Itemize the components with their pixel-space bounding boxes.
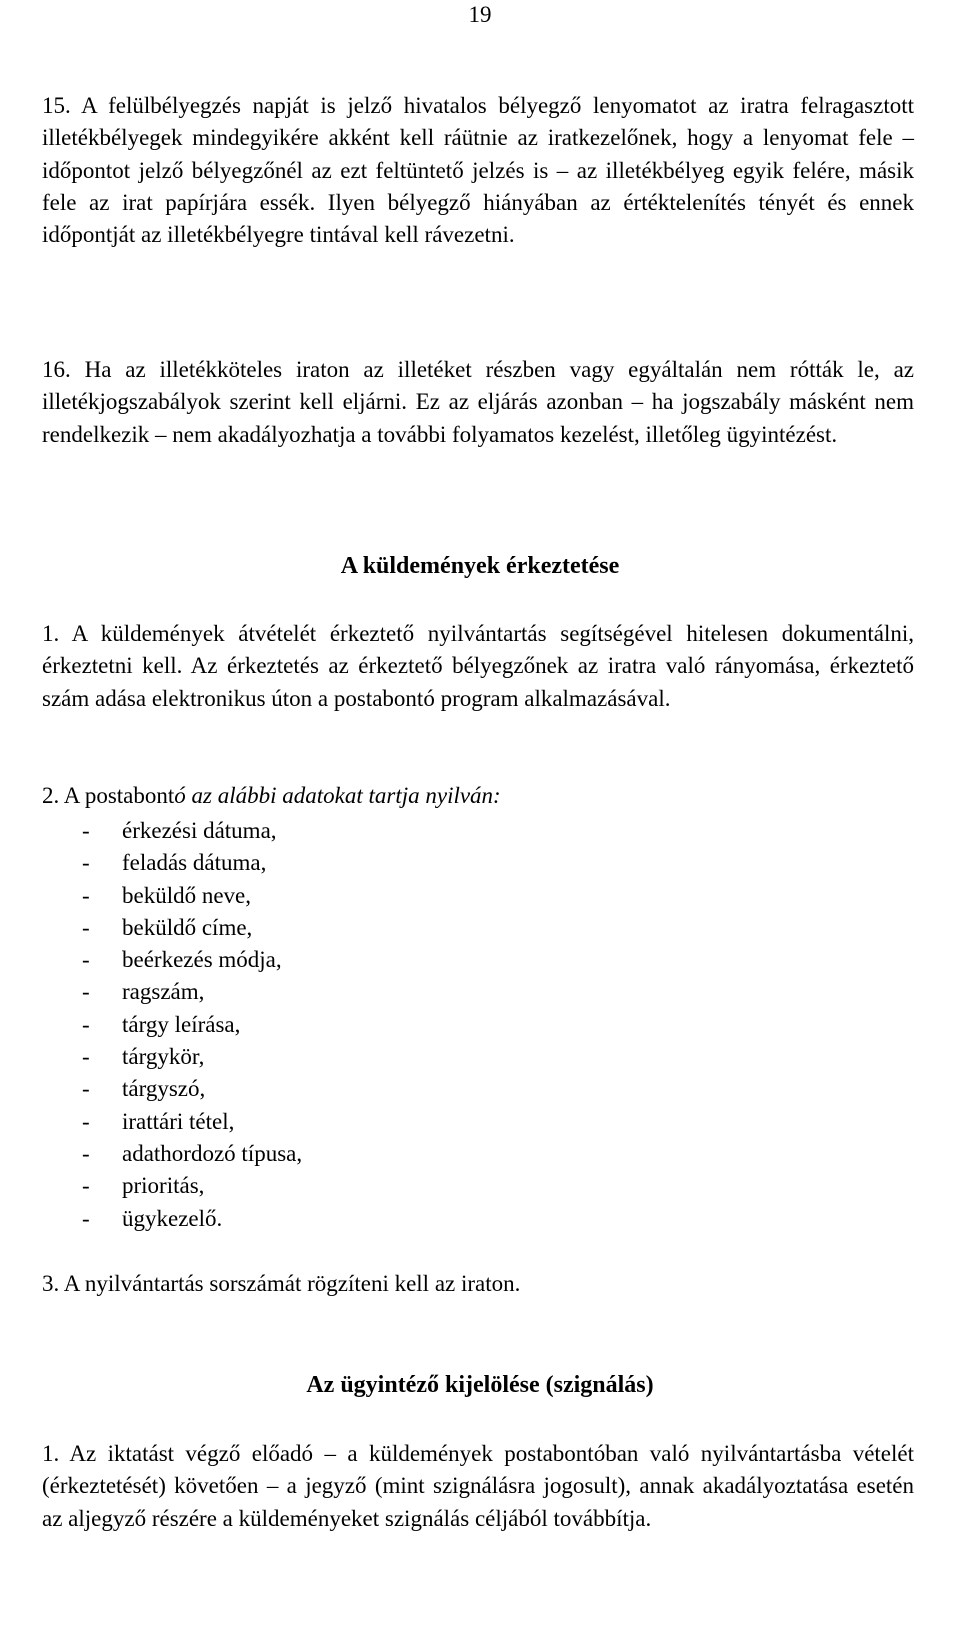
list-item: - beküldő címe,	[82, 914, 253, 940]
paragraph-text: Ha az illetékköteles iraton az illetéket részben vagy egyáltalán nem rótták le, az illetékjogszabályok szerint kell eljárni. Ez az eljárás azonban – ha jogszabály másként nem rendelkezik – nem akadályozhatja a további folyamatos kezelést, illetőleg ügyintézést.	[42, 357, 915, 447]
list-item: - érkezési dátuma,	[82, 818, 277, 843]
list-item: - tárgyszó,	[82, 1076, 206, 1102]
paragraph-text: A felülbélyegzés napját is jelző hivatalos bélyegző lenyomatot az iratra felragasztott illetékbélyegek mindegyikére akként kell ráütnie az iratkezelőnek, hogy a lenyomat fele – időpontot jelző bélyegzőnél az ezt feltüntető jelzés is – az illetékbélyeg egyik felére, másik fele az irat papírjára essék. Ilyen bélyegző hiányában az értéktelenítés tényét és ennek időpontját az illetékbélyegre tintával kell rávezetni.	[42, 93, 915, 248]
paragraph-b3	[42, 1268, 914, 1300]
list-item: - prioritás,	[82, 1173, 205, 1199]
paragraph-number: 2.	[42, 783, 60, 808]
section-heading-erkeztetes: A küldemények érkeztetése	[340, 553, 620, 579]
paragraph-16	[42, 354, 914, 451]
list-item: - ragszám,	[82, 979, 205, 1005]
paragraph-intro-italic: ó az alábbi adatokat tartja nyilván:	[174, 783, 501, 808]
paragraph-text: Az iktatást végző előadó – a küldemények postabontóban való nyilvántartásba vételét (érkeztetését) követően – a jegyző (mint szignálásra jogosult), annak akadályoztatása esetén az aljegyző részére a küldeményeket szignálás céljából továbbítja.	[42, 1441, 914, 1531]
page-number: 19	[468, 2, 492, 27]
paragraph-15	[42, 90, 914, 251]
section-heading-szignalas: Az ügyintéző kijelölése (szignálás)	[306, 1372, 654, 1398]
list-item: - ügykezelő.	[82, 1205, 223, 1231]
list-item: - beküldő neve,	[82, 882, 252, 908]
data-fields-list	[82, 815, 302, 1235]
paragraph-number: 15.	[42, 93, 71, 118]
list-item: - adathordozó típusa,	[82, 1140, 303, 1166]
paragraph-b1	[42, 618, 914, 715]
paragraph-number: 1.	[42, 1441, 60, 1466]
list-item: - tárgy leírása,	[82, 1011, 241, 1037]
paragraph-intro: A postabont	[63, 783, 175, 808]
paragraph-text: A nyilvántartás sorszámát rögzíteni kell az iraton.	[63, 1271, 521, 1296]
paragraph-b2	[42, 780, 914, 812]
list-item: - irattári tétel,	[82, 1108, 235, 1134]
paragraph-c1	[42, 1438, 914, 1535]
paragraph-text: A küldemények átvételét érkeztető nyilvántartás segítségével hitelesen dokumentálni, érkeztetni kell. Az érkeztetés az érkeztető bélyegzőnek az iratra való rányomása, érkeztető szám adása elektronikus úton a postabontó program alkalmazásával.	[42, 621, 915, 711]
paragraph-number: 1.	[42, 621, 60, 646]
list-item: - beérkezés módja,	[82, 947, 282, 973]
list-item: - tárgykör,	[82, 1044, 205, 1070]
list-item: - feladás dátuma,	[82, 850, 267, 876]
paragraph-number: 3.	[42, 1271, 60, 1296]
paragraph-number: 16.	[42, 357, 71, 382]
